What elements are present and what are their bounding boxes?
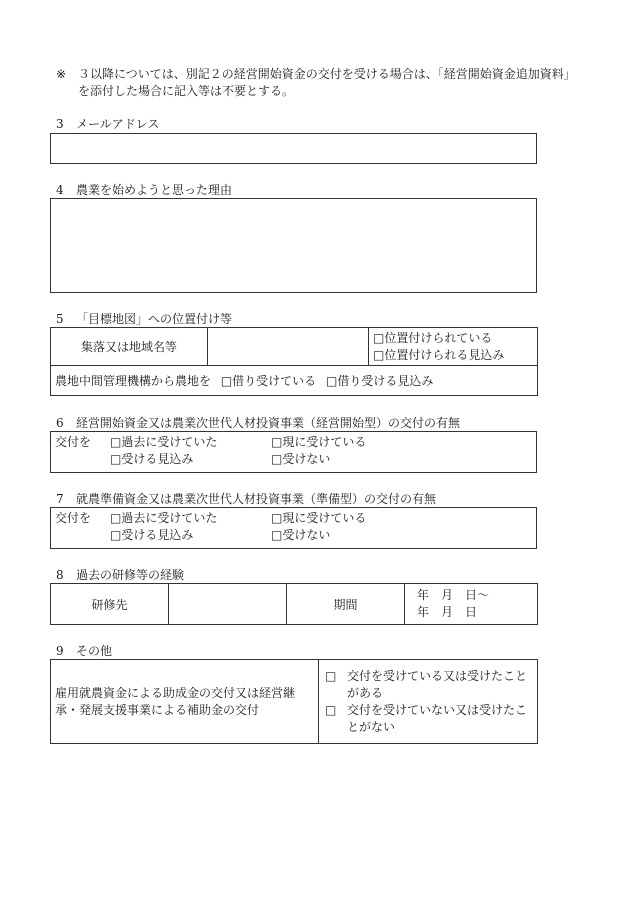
training-place-field[interactable] (169, 584, 287, 625)
section-6-title (56, 415, 460, 431)
prep-fund-lead: 交付を (55, 511, 92, 525)
section-8-number: 8 (56, 568, 64, 582)
prep-fund-option-none[interactable]: □受けない (271, 528, 331, 542)
subsidy-options (319, 660, 538, 744)
section-6-label: 経営開始資金又は農業次世代人材投資事業（経営開始型）の交付の有無 (76, 416, 461, 430)
farmland-label: 農地中間管理機構から農地を (55, 374, 212, 388)
prep-fund-option-expected[interactable]: □受ける見込み (110, 528, 194, 542)
section-5-title (56, 311, 232, 327)
period-start: 年 月 日～ (417, 588, 490, 602)
section-7-number: 7 (56, 492, 64, 506)
other-table (50, 659, 538, 744)
training-period-label: 期間 (287, 584, 405, 625)
start-fund-lead: 交付を (55, 435, 92, 449)
section-7-label: 就農準備資金又は農業次世代人材投資事業（準備型）の交付の有無 (76, 492, 437, 506)
subsidy-option-not-received[interactable] (325, 702, 531, 736)
start-fund-option-expected[interactable]: □受ける見込み (110, 452, 194, 466)
subsidy-received-checkbox[interactable]: □ (325, 668, 337, 683)
section-6-number: 6 (56, 416, 64, 430)
section-9-title (56, 643, 112, 659)
section-3-title (56, 116, 159, 132)
section-4-number: 4 (56, 183, 64, 197)
section-9-number: 9 (56, 644, 64, 658)
community-name-label: 集落又は地域名等 (51, 328, 208, 366)
subsidy-option-received[interactable] (325, 668, 531, 702)
farmland-row (51, 366, 538, 396)
subsidy-not-received-label: 交付を受けていない又は受けたことがない (347, 702, 528, 734)
start-fund-option-none[interactable]: □受けない (271, 452, 331, 466)
target-map-options (369, 328, 538, 366)
section-3-label: メールアドレス (76, 117, 160, 131)
subsidy-label: 雇用就農資金による助成金の交付又は経営継承・発展支援事業による補助金の交付 (51, 660, 319, 744)
section-8-title (56, 567, 184, 583)
section-9-label: その他 (76, 644, 113, 658)
start-fund-box (50, 431, 537, 473)
note (56, 66, 586, 100)
section-5-number: 5 (56, 312, 64, 326)
training-table (50, 583, 538, 625)
prep-fund-option-past[interactable]: □過去に受けていた (110, 511, 218, 525)
period-end: 年 月 日 (417, 605, 478, 619)
start-fund-option-past[interactable]: □過去に受けていた (110, 435, 218, 449)
target-map-table (50, 327, 538, 396)
note-mark: ※ (56, 67, 67, 81)
section-4-label: 農業を始めようと思った理由 (76, 183, 233, 197)
note-text: ３以降については、別記２の経営開始資金の交付を受ける場合は、「経営開始資金追加資料」を添付した場合に記入等は不要とする。 (78, 67, 576, 98)
prep-fund-option-current[interactable]: □現に受けている (271, 511, 367, 525)
subsidy-not-received-checkbox[interactable]: □ (325, 702, 337, 717)
training-period-field[interactable] (405, 584, 538, 625)
section-3-number: 3 (56, 117, 64, 131)
section-5-label: 「目標地図」への位置付け等 (76, 312, 233, 326)
section-7-title (56, 491, 436, 507)
option-expected-borrowing[interactable]: □借り受ける見込み (326, 374, 434, 388)
training-place-label: 研修先 (51, 584, 169, 625)
reason-field[interactable] (50, 198, 537, 293)
option-expected-positioned[interactable]: □位置付けられる見込み (373, 347, 505, 362)
email-field[interactable] (50, 133, 537, 164)
option-borrowing[interactable]: □借り受けている (220, 374, 317, 388)
section-8-label: 過去の研修等の経験 (76, 568, 185, 582)
section-4-title (56, 182, 232, 198)
start-fund-option-current[interactable]: □現に受けている (271, 435, 367, 449)
subsidy-received-label: 交付を受けている又は受けたことがある (347, 668, 528, 700)
community-name-field[interactable] (208, 328, 369, 366)
prep-fund-box (50, 507, 537, 549)
option-positioned[interactable]: □位置付けられている (373, 330, 493, 345)
